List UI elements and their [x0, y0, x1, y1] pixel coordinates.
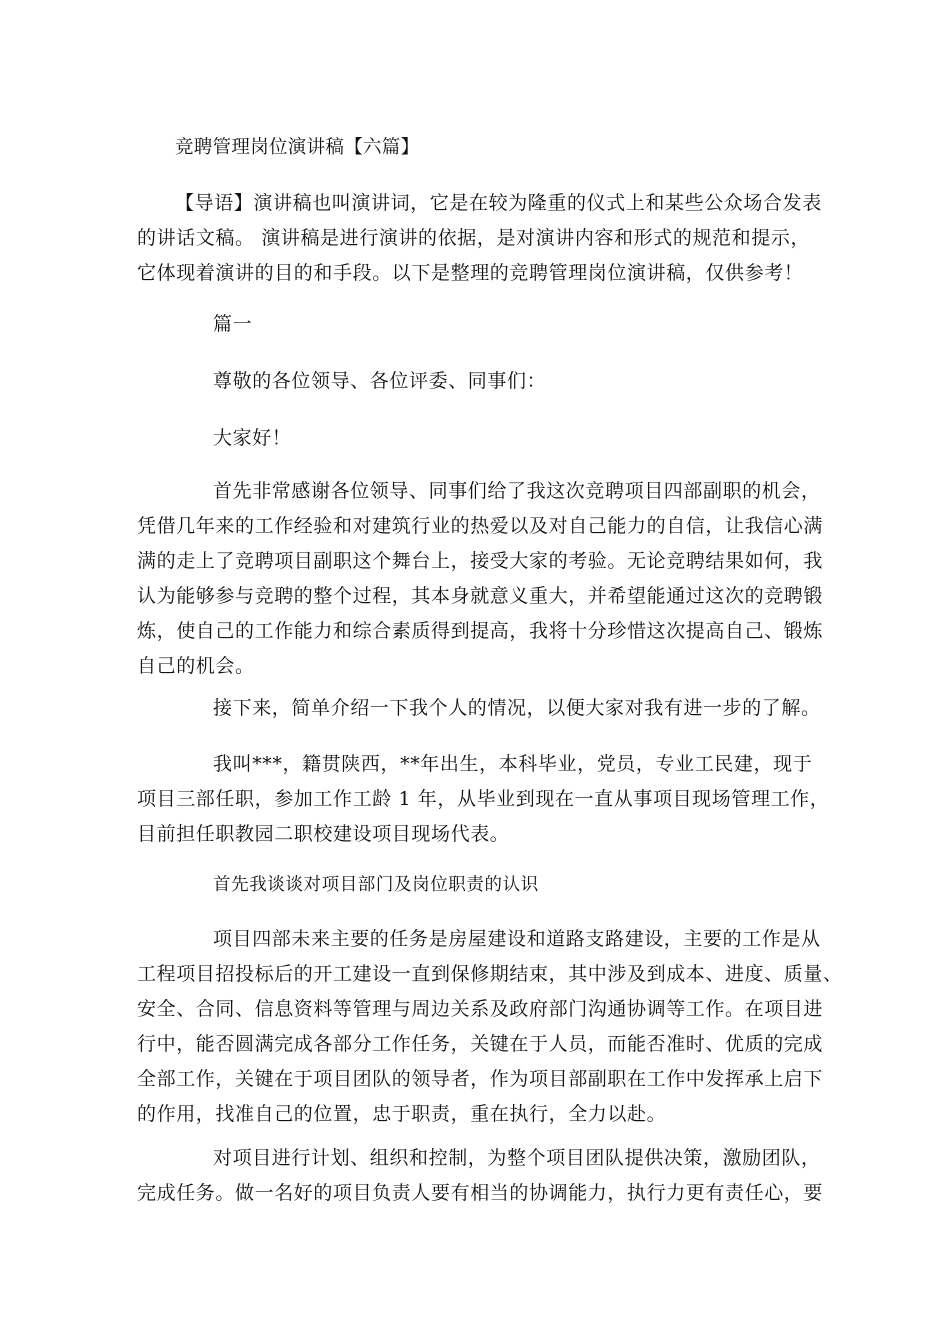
paragraph-line: 完成任务。做一名好的项目负责人要有相当的协调能力，执行力更有责任心，要 — [137, 1182, 824, 1204]
salutation: 尊敬的各位领导、各位评委、同事们： — [213, 370, 547, 392]
paragraph-line: 对项目进行计划、组织和控制，为整个项目团队提供决策，激励团队， — [213, 1147, 821, 1169]
greeting: 大家好！ — [213, 427, 292, 449]
intro-line: 的讲话文稿。 演讲稿是进行演讲的依据，是对演讲内容和形式的规范和提示， — [137, 227, 811, 249]
tasks-paragraph — [137, 922, 843, 1132]
paragraph-line: 工程项目招投标后的开工建设一直到保修期结束，其中涉及到成本、进度、质量、 — [137, 963, 843, 985]
self-intro-paragraph — [137, 747, 830, 852]
thanks-paragraph — [137, 474, 824, 684]
paragraph-line: 凭借几年来的工作经验和对建筑行业的热爱以及对自己能力的自信，让我信心满 — [137, 515, 824, 537]
section-heading: 篇一 — [213, 313, 253, 335]
paragraph-line: 我叫***，籍贯陕西，**年出生，本科毕业，党员，专业工民建，现于 — [213, 753, 813, 775]
paragraph-line: 首先非常感谢各位领导、同事们给了我这次竞聘项目四部副职的机会， — [213, 480, 821, 502]
intro-line: 它体现着演讲的目的和手段。以下是整理的竞聘管理岗位演讲稿，仅供参考！ — [137, 262, 804, 284]
intro-paragraph — [137, 186, 822, 291]
paragraph-line: 全部工作，关键在于项目团队的领导者，作为项目部副职在工作中发挥承上启下 — [137, 1068, 824, 1090]
paragraph-line: 认为能够参与竞聘的整个过程，其本身就意义重大，并希望能通过这次的竞聘锻 — [137, 585, 824, 607]
intro-self-sentence: 接下来，简单介绍一下我个人的情况，以便大家对我有进一步的了解。 — [213, 697, 821, 719]
paragraph-line: 满的走上了竞聘项目副职这个舞台上，接受大家的考验。无论竞聘结果如何，我 — [137, 550, 824, 572]
paragraph-line: 炼，使自己的工作能力和综合素质得到提高，我将十分珍惜这次提高自己、锻炼 — [137, 620, 824, 642]
plan-paragraph — [137, 1141, 824, 1211]
subsection-heading: 首先我谈谈对项目部门及岗位职责的认识 — [213, 875, 539, 895]
paragraph-line: 的作用，找准自己的位置，忠于职责，重在执行，全力以赴。 — [137, 1103, 667, 1125]
paragraph-line: 安全、合同、信息资料等管理与周边关系及政府部门沟通协调等工作。在项目进 — [137, 998, 824, 1020]
intro-line: 【导语】演讲稿也叫演讲词，它是在较为隆重的仪式上和某些公众场合发表 — [175, 192, 822, 214]
document-title: 竞聘管理岗位演讲稿【六篇】 — [175, 137, 420, 158]
paragraph-line: 自己的机会。 — [137, 655, 255, 677]
paragraph-line: 项目四部未来主要的任务是房屋建设和道路支路建设，主要的工作是从 — [213, 928, 821, 950]
paragraph-line: 目前担任职教园二职校建设项目现场代表。 — [137, 823, 510, 845]
paragraph-line: 项目三部任职，参加工作工龄 1 年，从毕业到现在一直从事项目现场管理工作， — [137, 788, 830, 810]
paragraph-line: 行中，能否圆满完成各部分工作任务，关键在于人员，而能否准时、优质的完成 — [137, 1033, 824, 1055]
